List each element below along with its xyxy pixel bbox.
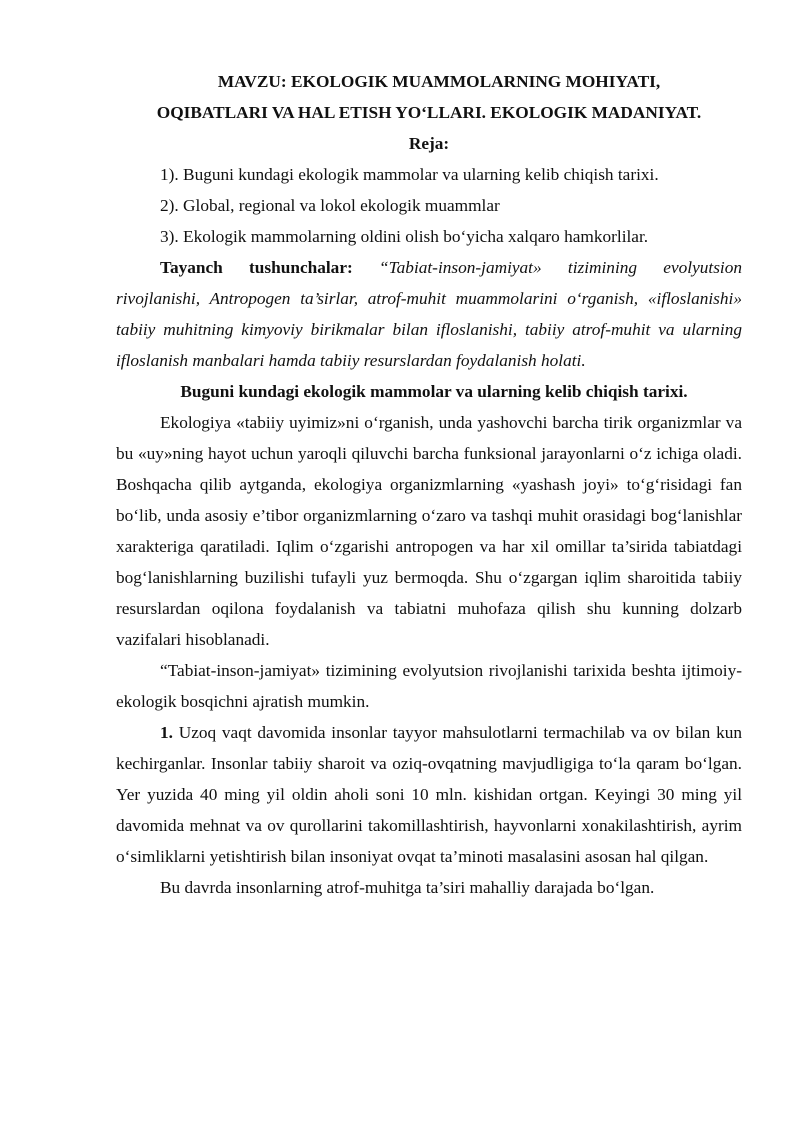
stage-1-number: 1.	[160, 723, 173, 742]
key-concepts-paragraph	[116, 252, 742, 376]
paragraph-ecology: Ekologiya «tabiiy uyimiz»ni o‘rganish, unda yashovchi barcha tirik organizmlar va bu «uy»ning hayot uchun yaroqli qiluvchi barcha funksional jarayonlarni o‘z ichiga oladi. Boshqacha qilib aytganda, ekologiya organizmlarning «yashash joyi» to‘g‘risidagi fan bo‘lib, unda asosiy e’tibor organizmlarning o‘zaro va tashqi muhit orasidagi bog‘lanishlar xarakteriga qaratiladi. Iqlim o‘zgarishi antropogen va har xil omillar ta’sirida tabiatdagi bog‘lanishlarning buzilishi tufayli yuz bermoqda. Shu o‘zgargan iqlim sharoitida tabiiy resurslardan oqilona foydalanish va tabiatni muhofaza qilish shu kunning dolzarb vazifalari hisoblanadi.	[116, 413, 742, 649]
plan-item-1: 1). Buguni kundagi ekologik mammolar va ularning kelib chiqish tarixi.	[160, 165, 659, 184]
plan-item-2: 2). Global, regional va lokol ekologik muammlar	[160, 196, 500, 215]
paragraph-stage-1	[116, 717, 742, 872]
document-page	[116, 66, 742, 903]
paragraph-stages-intro: “Tabiat-inson-jamiyat» tizimining evolyutsion rivojlanishi tarixida beshta ijtimoiy-ekologik bosqichni ajratish mumkin.	[116, 661, 742, 711]
key-concepts-text: “Tabiat-inson-jamiyat» tizimining evolyutsion rivojlanishi, Antropogen ta’sirlar, atrof-muhit muammolarini o‘rganish, «ifloslanishi» tabiiy muhitning kimyoviy birikmalar bilan ifloslanishi, tabiiy atrof-muhit va ularning ifloslanish manbalari hamda tabiiy resurslardan foydalanish holati.	[116, 258, 742, 370]
title-line-1: MAVZU: EKOLOGIK MUAMMOLARNING MOHIYATI,	[217, 72, 661, 91]
paragraph-last: Bu davrda insonlarning atrof-muhitga ta’siri mahalliy darajada bo‘lgan.	[160, 878, 655, 897]
section-heading: Buguni kundagi ekologik mammolar va ularning kelib chiqish tarixi.	[180, 382, 688, 401]
plan-heading: Reja:	[408, 134, 450, 153]
key-concepts-label: Tayanch tushunchalar:	[160, 258, 353, 277]
stage-1-text: Uzoq vaqt davomida insonlar tayyor mahsulotlarni termachilab va ov bilan kun kechirganlar. Insonlar tabiiy sharoit va oziq-ovqatning mavjudligiga to‘la qaram bo‘lgan. Yer yuzida 40 ming yil oldin aholi soni 10 mln. kishidan ortgan. Keyingi 30 ming yil davomida mehnat va ov qurollarini takomillashtirish, hayvonlarni xonakilashtirish, ayrim o‘simliklarni yetishtirish bilan insoniyat ovqat ta’minoti masalasini asosan hal qilgan.	[116, 723, 742, 866]
plan-item-3: 3). Ekologik mammolarning oldini olish bo‘yicha xalqaro hamkorlilar.	[160, 227, 649, 246]
title-line-2: OQIBATLARI VA HAL ETISH YO‘LLARI. EKOLOGIK MADANIYAT.	[156, 103, 702, 122]
